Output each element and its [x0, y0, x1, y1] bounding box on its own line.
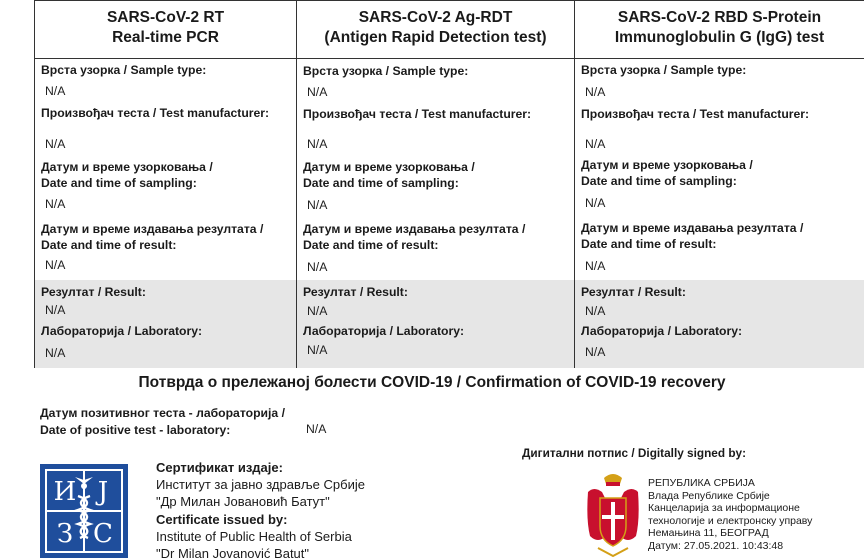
- laboratory-label: Лабораторија / Laboratory:: [581, 324, 743, 338]
- sample-type-value: N/A: [585, 85, 606, 99]
- column-title-line1: SARS-CoV-2 Ag-RDT: [358, 9, 513, 26]
- sampling-time-label-line2: Date and time of sampling:: [41, 176, 197, 190]
- issuer-name-en-line1: Institute of Public Health of Serbia: [156, 528, 352, 544]
- positive-test-label-line1: Датум позитивног теста - лабораторија /: [40, 406, 285, 420]
- positive-test-label-line2: Date of positive test - laboratory:: [40, 423, 231, 437]
- sampling-time-value: N/A: [307, 198, 328, 212]
- laboratory-value: N/A: [45, 346, 66, 360]
- laboratory-label: Лабораторија / Laboratory:: [41, 324, 203, 338]
- coat-of-arms-icon: [584, 470, 642, 560]
- issuer-block: [156, 459, 365, 560]
- sampling-time-value: N/A: [45, 197, 66, 211]
- issuer-name-sr-line2: "Др Милан Јовановић Батут": [156, 494, 330, 510]
- sample-type-label: Врста узорка / Sample type:: [41, 63, 207, 77]
- sampling-time-value: N/A: [585, 196, 606, 210]
- column-header: [575, 1, 864, 59]
- sample-type-value: N/A: [45, 84, 66, 98]
- column-title-line2: Real-time PCR: [112, 29, 219, 46]
- issuer-name-en-line2: "Dr Milan Jovanović Batut": [156, 546, 310, 560]
- sampling-time-label-line2: Date and time of sampling:: [581, 174, 737, 188]
- signer-line-2: Влада Републике Србије: [648, 489, 770, 502]
- column-title-line2: (Antigen Rapid Detection test): [324, 29, 547, 46]
- sampling-time-label-line1: Датум и време узорковања /: [303, 160, 475, 174]
- result-time-label-line2: Date and time of result:: [41, 238, 177, 252]
- result-label: Резултат / Result:: [303, 285, 408, 299]
- signer-line-4: технологије и електронску управу: [648, 514, 813, 527]
- result-value: N/A: [45, 303, 66, 317]
- column-ag-rdt: [297, 0, 575, 368]
- sampling-time-label-line2: Date and time of sampling:: [303, 176, 459, 190]
- manufacturer-value: N/A: [307, 137, 328, 151]
- recovery-section-title: Потврда о прележаној болести COVID-19 / Confirmation of COVID-19 recovery: [138, 374, 726, 391]
- digital-signature-label: Дигитални потпис / Digitally signed by:: [522, 446, 747, 460]
- column-title-line1: SARS-CoV-2 RT: [106, 9, 225, 26]
- manufacturer-value: N/A: [45, 137, 66, 151]
- institute-logo: [38, 462, 130, 560]
- laboratory-value: N/A: [307, 343, 328, 357]
- result-time-label-line1: Датум и време издавања резултата /: [581, 221, 804, 235]
- result-time-value: N/A: [307, 260, 328, 274]
- result-time-value: N/A: [585, 259, 606, 273]
- test-results-table: [34, 0, 864, 368]
- sampling-time-label-line1: Датум и време узорковања /: [41, 160, 213, 174]
- column-title-line1: SARS-CoV-2 RBD S-Protein: [617, 9, 822, 26]
- result-time-value: N/A: [45, 258, 66, 272]
- signer-line-1: РЕПУБЛИКА СРБИЈА: [648, 477, 755, 489]
- result-time-label-line2: Date and time of result:: [581, 237, 717, 251]
- result-value: N/A: [307, 304, 328, 318]
- signer-line-5: Немањина 11, БЕОГРАД: [648, 527, 769, 540]
- laboratory-label: Лабораторија / Laboratory:: [303, 324, 465, 338]
- manufacturer-value: N/A: [585, 137, 606, 151]
- column-header: [35, 1, 296, 59]
- manufacturer-label: Произвођач теста / Test manufacturer:: [303, 107, 532, 121]
- positive-test-label: [40, 405, 285, 439]
- logo-letter-4: С: [93, 519, 113, 549]
- laboratory-value: N/A: [585, 345, 606, 359]
- issuer-heading-en: Certificate issued by:: [156, 511, 288, 527]
- signer-line-6: Датум: 27.05.2021. 10:43:48: [648, 539, 784, 552]
- logo-letter-1: И: [53, 477, 77, 507]
- result-value: N/A: [585, 304, 606, 318]
- logo-letter-2: Ј: [97, 477, 109, 507]
- issuer-heading-sr: Сертификат издаје:: [156, 460, 283, 475]
- column-rt-pcr: [34, 0, 297, 368]
- column-header: [297, 1, 574, 59]
- column-title-line2: Immunoglobulin G (IgG) test: [614, 29, 825, 46]
- result-label: Резултат / Result:: [581, 285, 686, 299]
- signer-line-3: Канцеларија за информационе: [648, 502, 800, 515]
- manufacturer-label: Произвођач теста / Test manufacturer:: [41, 106, 270, 120]
- sample-type-value: N/A: [307, 85, 328, 99]
- column-igg: [575, 0, 864, 368]
- manufacturer-label: Произвођач теста / Test manufacturer:: [581, 107, 810, 121]
- result-time-label-line1: Датум и време издавања резултата /: [41, 222, 264, 236]
- result-time-label-line2: Date and time of result:: [303, 238, 439, 252]
- sampling-time-label-line1: Датум и време узорковања /: [581, 158, 753, 172]
- result-label: Резултат / Result:: [41, 285, 146, 299]
- logo-letter-3: З: [56, 519, 74, 549]
- sample-type-label: Врста узорка / Sample type:: [581, 63, 747, 77]
- issuer-name-sr-line1: Институт за јавно здравље Србије: [156, 477, 365, 493]
- sample-type-label: Врста узорка / Sample type:: [303, 64, 469, 78]
- signer-details: [648, 477, 812, 553]
- result-time-label-line1: Датум и време издавања резултата /: [303, 222, 526, 236]
- positive-test-value: N/A: [306, 422, 327, 436]
